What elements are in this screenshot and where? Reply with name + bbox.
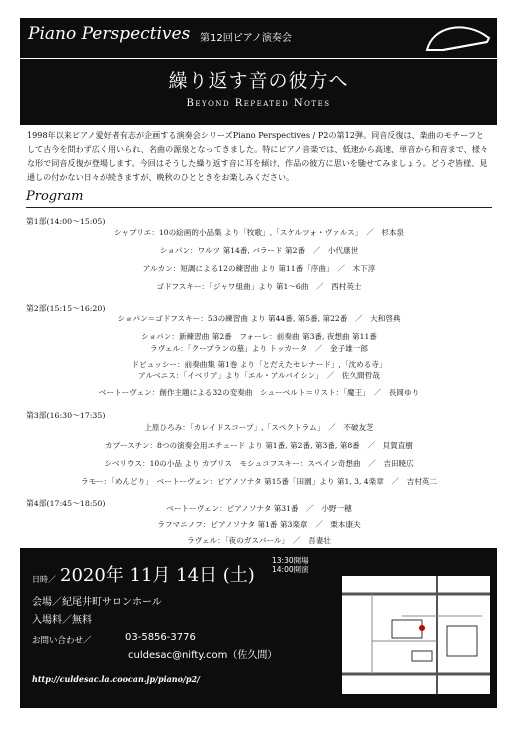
contact-label: お問い合わせ／ — [32, 636, 92, 646]
contact-phone: 03-5856-3776 — [125, 632, 196, 643]
doors-open-time: 13:30開場 — [272, 556, 309, 565]
program-item: ラヴェル：「クープランの墓」より トッカータ ／ 金子雄一郎 — [150, 344, 368, 353]
series-title: Piano Perspectives — [28, 24, 191, 44]
section-label: 第2部(15:15〜16:20) — [26, 304, 106, 313]
program-item: ラフマニノフ：ピアノソナタ 第1番 第3楽章 ／ 栗本康夫 — [157, 520, 361, 529]
intro-text: 1998年以来ピアノ愛好者有志が企画する演奏会シリーズPiano Perspectives / P2の第12弾。同音反復は、楽曲のモチーフとして古今を問わず広く用いられ、名曲の源泉となってきました。特にピアノ音楽では、低速から高速、単音から和音まで、様々な形で同音反復が登場します。今回はそうした繰り返す音に耳を傾け、作品の彼方に思いを馳せてみましょう。どうぞ皆様、見通しの付かない日々が続きますが、晩秋のひとときをお楽しみください。 — [27, 130, 489, 182]
program-item: アルカン：短調による12の練習曲 より 第11番「序曲」 ／ 木下淳 — [142, 264, 376, 273]
event-times — [272, 556, 309, 574]
date-label: 日時／ — [32, 575, 56, 584]
grand-piano-icon — [423, 20, 493, 60]
venue: 会場／紀尾井町サロンホール — [32, 597, 162, 608]
concert-title: 繰り返す音の彼方へ — [168, 70, 349, 92]
program-item: ゴドフスキー：「ジャワ組曲」より 第1〜6曲 ／ 西村英士 — [156, 282, 362, 291]
concert-number: 第12回ピアノ演奏会 — [200, 33, 292, 44]
program-item: シベリウス：10の小品 より カプリス モシュコフスキー：スペイン奇想曲 ／ 吉田暁広 — [104, 459, 414, 468]
program-item: ベートーヴェン：ピアノソナタ 第31番 ／ 小野一穂 — [166, 504, 352, 513]
section-label: 第1部(14:00〜15:05) — [26, 217, 106, 226]
section-label: 第4部(17:45〜18:50) — [26, 499, 106, 508]
program-heading: Program — [26, 189, 84, 204]
program-item: ショパン：新練習曲 第2番 フォーレ：前奏曲 第3番, 夜想曲 第11番 — [141, 332, 377, 341]
start-time: 14:00開演 — [272, 565, 309, 574]
concert-title-english: Beyond Repeated Notes — [186, 98, 331, 109]
header-divider — [20, 58, 497, 59]
program-item: カプースチン：8つの演奏会用エチュード より 第1番, 第2番, 第3番, 第8番 ／ 貝賀直樹 — [105, 441, 413, 450]
program-item: ラモー：「めんどり」 ベートーヴェン：ピアノソナタ 第15番「田園」より 第1, 3, 4楽章 ／ 吉村英二 — [81, 477, 437, 486]
program-item: ショパン：ワルツ 第14番, バラード 第2番 ／ 小代康世 — [159, 246, 359, 255]
program-item: アルベニス：「イベリア」より「エル・アルバイシン」 ／ 佐久間哲哉 — [138, 371, 380, 380]
program-divider — [26, 207, 492, 208]
website-link[interactable]: http://culdesac.la.coocan.jp/piano/p2/ — [32, 674, 200, 684]
admission-fee: 入場料／無料 — [32, 615, 92, 626]
event-info-panel — [20, 548, 497, 708]
program-item: ショパン＝ゴドフスキー：53の練習曲 より 第44番, 第5番, 第22番 ／ 大和啓典 — [117, 314, 401, 323]
program-item: ドビュッシー：前奏曲集 第1巻 より「とだえたセレナード」,「沈める寺」 — [131, 360, 387, 369]
program-item: ベートーヴェン：創作主題による32の変奏曲 シューベルト＝リスト：「魔王」 ／ 長岡ゆり — [98, 388, 420, 397]
section-label: 第3部(16:30〜17:35) — [26, 411, 106, 420]
program-item: 上原ひろみ：「カレイドスコープ」,「スペクトラム」 ／ 不破友芝 — [144, 423, 374, 432]
program-item: ラヴェル：「夜のガスパール」 ／ 吾妻壮 — [187, 536, 331, 545]
venue-map — [342, 576, 490, 694]
contact-email: culdesac@nifty.com（佐久間） — [128, 650, 278, 661]
event-date: 2020年 11月 14日 (土) — [60, 565, 255, 586]
header-banner — [20, 18, 497, 125]
program-item: シャブリエ：10の絵画的小品集 より「牧歌」,「スケルツォ・ヴァルス」 ／ 杉本泉 — [113, 228, 405, 237]
